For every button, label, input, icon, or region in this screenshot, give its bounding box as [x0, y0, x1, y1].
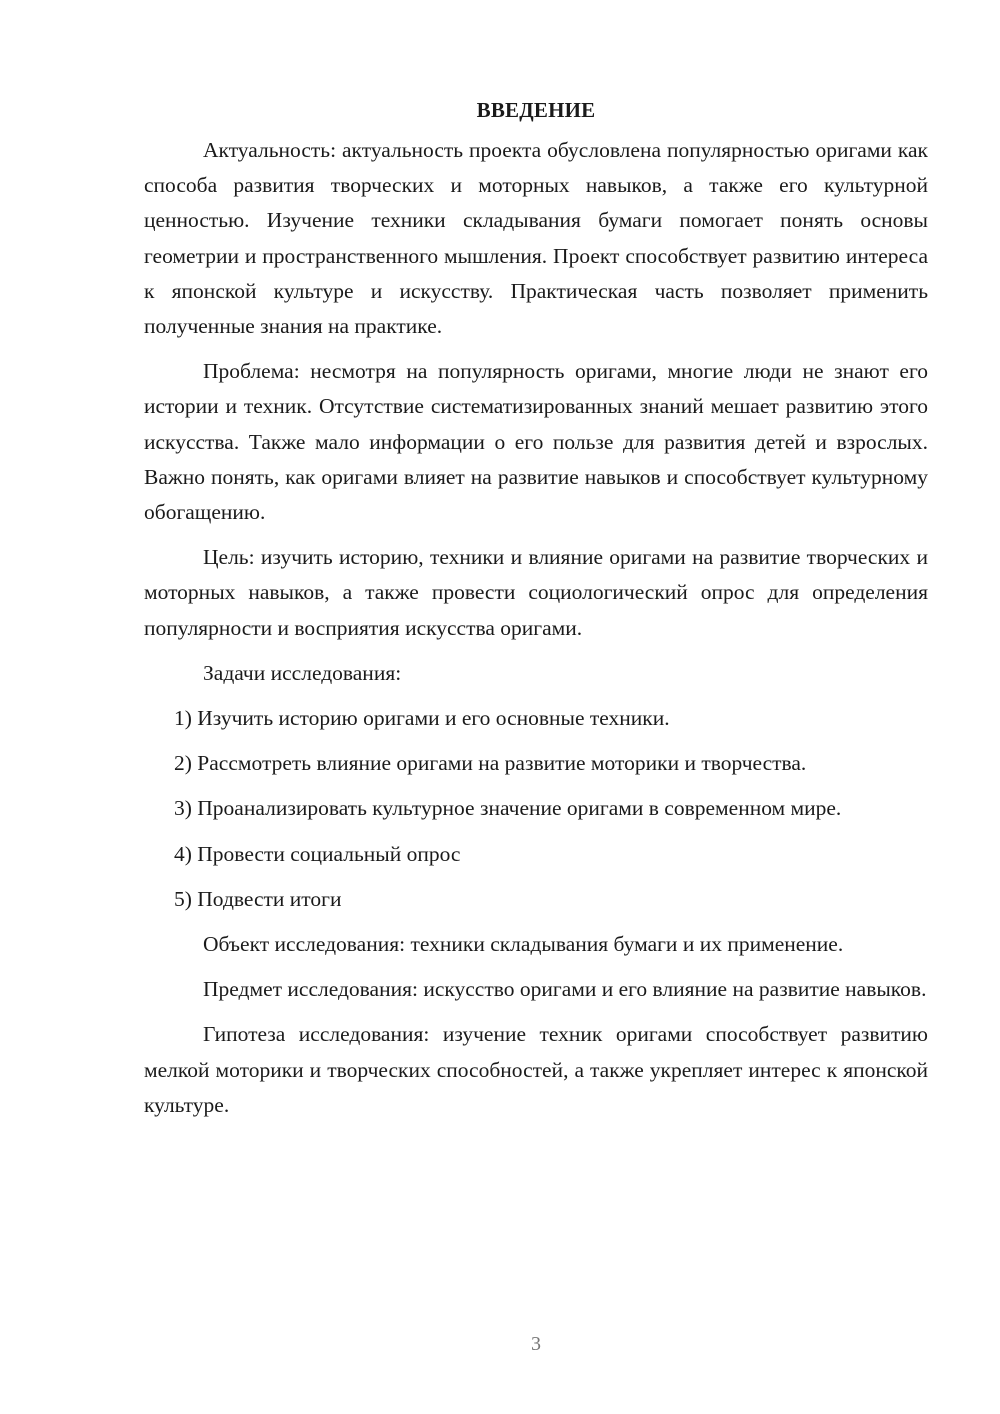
task-item-4: 4) Провести социальный опрос: [174, 841, 461, 866]
page-content: [144, 93, 928, 1133]
tasks-label: Задачи исследования:: [203, 660, 402, 685]
page-heading: ВВЕДЕНИЕ: [476, 98, 596, 122]
page-number: 3: [531, 1333, 541, 1355]
relevance-paragraph: Актуальность: актуальность проекта обусловлена популярностью оригами как способа развития творческих и моторных навыков, а также его культурной ценностью. Изучение техники складывания бумаги помогает понять основы геометрии и пространственного мышления. Проект способствует развитию интереса к японской культуре и искусству. Практическая часть позволяет применить полученные знания на практике.: [144, 138, 928, 339]
research-object-paragraph: Объект исследования: техники складывания бумаги и их применение.: [203, 932, 844, 957]
task-item-1: 1) Изучить историю оригами и его основные техники.: [174, 706, 670, 731]
task-item-2: 2) Рассмотреть влияние оригами на развитие моторики и творчества.: [174, 751, 807, 776]
research-hypothesis-paragraph: Гипотеза исследования: изучение техник оригами способствует развитию мелкой моторики и творческих способностей, а также укрепляет интерес к японской культуре.: [144, 1022, 928, 1117]
task-item-5: 5) Подвести итоги: [174, 886, 342, 911]
task-item-3: 3) Проанализировать культурное значение оригами в современном мире.: [174, 796, 842, 821]
research-subject-paragraph: Предмет исследования: искусство оригами и его влияние на развитие навыков.: [203, 977, 927, 1002]
problem-paragraph: Проблема: несмотря на популярность оригами, многие люди не знают его истории и техник. Отсутствие систематизированных знаний мешает развитию этого искусства. Также мало информации о его пользе для развития детей и взрослых. Важно понять, как оригами влияет на развитие навыков и способствует культурному обогащению.: [144, 359, 928, 525]
goal-paragraph: Цель: изучить историю, техники и влияние оригами на развитие творческих и моторных навыков, а также провести социологический опрос для определения популярности и восприятия искусства оригами.: [144, 545, 928, 640]
